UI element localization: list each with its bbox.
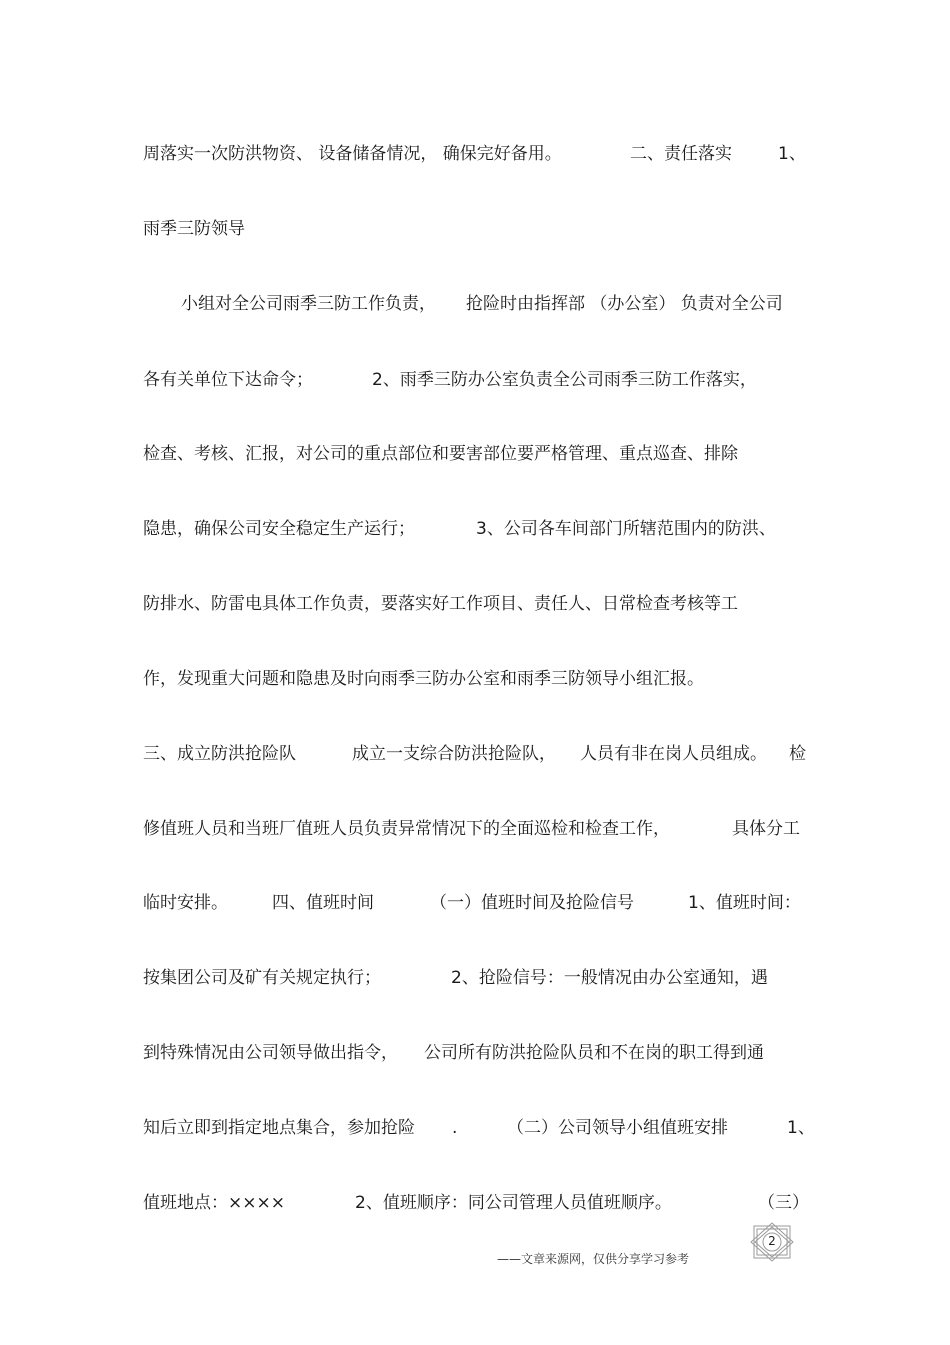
text-line <box>0 517 950 541</box>
text-segment: 各有关单位下达命令； <box>143 370 313 390</box>
text-segment: . <box>452 1118 458 1138</box>
text-line <box>0 891 950 915</box>
text-segment: 作，发现重大问题和隐患及时向雨季三防办公室和雨季三防领导小组汇报。 <box>143 669 704 689</box>
text-segment: 抢险时由指挥部 （办公室） 负责对全公司 <box>466 294 783 314</box>
text-line <box>0 1191 950 1215</box>
text-segment: 雨季三防领导 <box>143 219 245 239</box>
text-segment: 小组对全公司雨季三防工作负责， <box>181 294 436 314</box>
page-number-badge <box>748 1222 796 1262</box>
text-segment: 临时安排。 <box>143 893 228 913</box>
text-segment: 2、值班顺序：同公司管理人员值班顺序。 <box>355 1193 672 1213</box>
page-number: 2 <box>768 1234 776 1248</box>
text-segment: 修值班人员和当班厂值班人员负责异常情况下的全面巡检和检查工作， <box>143 819 670 839</box>
text-line <box>0 142 950 166</box>
text-segment: 3、公司各车间部门所辖范围内的防洪、 <box>476 519 776 539</box>
text-segment: 周落实一次防洪物资、 设备储备情况， 确保完好备用。 <box>143 144 562 164</box>
text-line <box>0 592 950 616</box>
text-segment: 检查、考核、汇报，对公司的重点部位和要害部位要严格管理、重点巡查、排除 <box>143 444 738 464</box>
text-line <box>0 1116 950 1140</box>
text-line <box>0 368 950 392</box>
text-line <box>0 442 950 466</box>
text-segment: 四、值班时间 <box>272 893 374 913</box>
text-segment: 按集团公司及矿有关规定执行； <box>143 968 381 988</box>
text-segment: 二、责任落实 <box>630 144 732 164</box>
text-line <box>0 966 950 990</box>
text-segment: 三、成立防洪抢险队 <box>143 744 296 764</box>
text-segment: 人员有非在岗人员组成。 <box>580 744 767 764</box>
text-segment: （三） <box>758 1193 809 1213</box>
text-segment: 公司所有防洪抢险队员和不在岗的职工得到通 <box>424 1043 764 1063</box>
text-segment: 2、抢险信号：一般情况由办公室通知，遇 <box>451 968 768 988</box>
text-line <box>0 217 950 241</box>
text-segment: （二）公司领导小组值班安排 <box>507 1118 728 1138</box>
text-line <box>0 817 950 841</box>
text-segment: 检 <box>789 744 806 764</box>
text-line <box>0 292 950 316</box>
text-segment: 1、 <box>787 1118 815 1138</box>
text-line <box>0 667 950 691</box>
text-segment: 1、 <box>778 144 806 164</box>
text-segment: 防排水、防雷电具体工作负责，要落实好工作项目、责任人、日常检查考核等工 <box>143 594 738 614</box>
text-segment: 1、值班时间： <box>688 893 801 913</box>
text-segment: 2、雨季三防办公室负责全公司雨季三防工作落实， <box>372 370 757 390</box>
text-segment: （一）值班时间及抢险信号 <box>430 893 634 913</box>
text-line <box>0 1041 950 1065</box>
text-segment: 隐患，确保公司安全稳定生产运行； <box>143 519 415 539</box>
text-segment: 知后立即到指定地点集合，参加抢险 <box>143 1118 415 1138</box>
footer-source-note: ——文章来源网，仅供分享学习参考 <box>497 1252 690 1266</box>
text-segment: 值班地点：×××× <box>143 1193 285 1213</box>
text-segment: 成立一支综合防洪抢险队， <box>352 744 556 764</box>
text-segment: 具体分工 <box>732 819 800 839</box>
text-segment: 到特殊情况由公司领导做出指令， <box>143 1043 398 1063</box>
text-line <box>0 742 950 766</box>
